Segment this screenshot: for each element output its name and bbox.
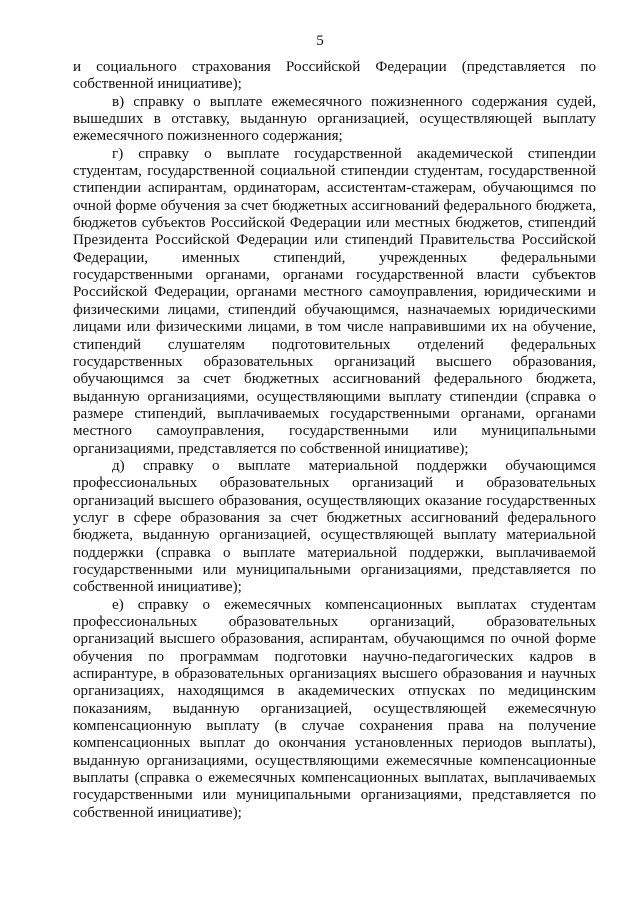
paragraph-item-v: в) справку о выплате ежемесячного пожизненного содержания судей, вышедших в отставку, выданную организацией, осуществляющей выплату ежемесячного пожизненного содержания; <box>73 93 596 145</box>
page-number: 5 <box>316 33 324 49</box>
paragraph-item-g: г) справку о выплате государственной академической стипендии студентам, государственной социальной стипендии студентам, государственной стипендии аспирантам, ординаторам, ассистентам-стажерам, обучающимся по очной форме обучения за счет бюджетных ассигнований федерального бюджета, бюджетов субъектов Российской Федерации или местных бюджетов, стипендий Президента Российской Федерации или стипендий Правительства Российской Федерации, именных стипендий, учрежденных федеральными государственными органами, органами государственной власти субъектов Российской Федерации, органами местного самоуправления, юридическими и физическими лицами, стипендий обучающимся, назначаемых юридическими лицами или физическими лицами, в том числе направившими их на обучение, стипендий слушателям подготовительных отделений федеральных государственных образовательных организаций высшего образования, обучающимся за счет бюджетных ассигнований федерального бюджета, выданную организациями, осуществляющими выплату стипендии (справка о размере стипендий, выплачиваемых государственными органами, органами местного самоуправления, государственными или муниципальными организациями, представляется по собственной инициативе); <box>73 145 596 457</box>
paragraph-item-d: д) справку о выплате материальной поддержки обучающимся профессиональных образовательных организаций и образовательных организаций высшего образования, осуществляющих оказание государственных услуг в сфере образования за счет бюджетных ассигнований федерального бюджета, выданную организацией, осуществляющей выплату материальной поддержки (справка о выплате материальной поддержки, выплачиваемой государственными или муниципальными организациями, представляется по собственной инициативе); <box>73 457 596 596</box>
paragraph-item-e: е) справку о ежемесячных компенсационных выплатах студентам профессиональных образовательных организаций, образовательных организаций высшего образования, аспирантам, обучающимся по очной форме обучения по программам подготовки научно-педагогических кадров в аспирантуре, в образовательных организациях высшего образования и научных организациях, находящимся в академических отпусках по медицинским показаниям, выданную организацией, осуществляющей ежемесячную компенсационную выплату (в случае сохранения права на получение компенсационных выплат до окончания установленных периодов выплаты), выданную организациями, осуществляющими ежемесячные компенсационные выплаты (справка о ежемесячных компенсационных выплатах, выплачиваемых государственными или муниципальными организациями, представляется по собственной инициативе); <box>73 596 596 821</box>
document-body <box>73 59 596 822</box>
paragraph-continuation: и социального страхования Российской Федерации (представляется по собственной инициативе); <box>73 59 596 93</box>
